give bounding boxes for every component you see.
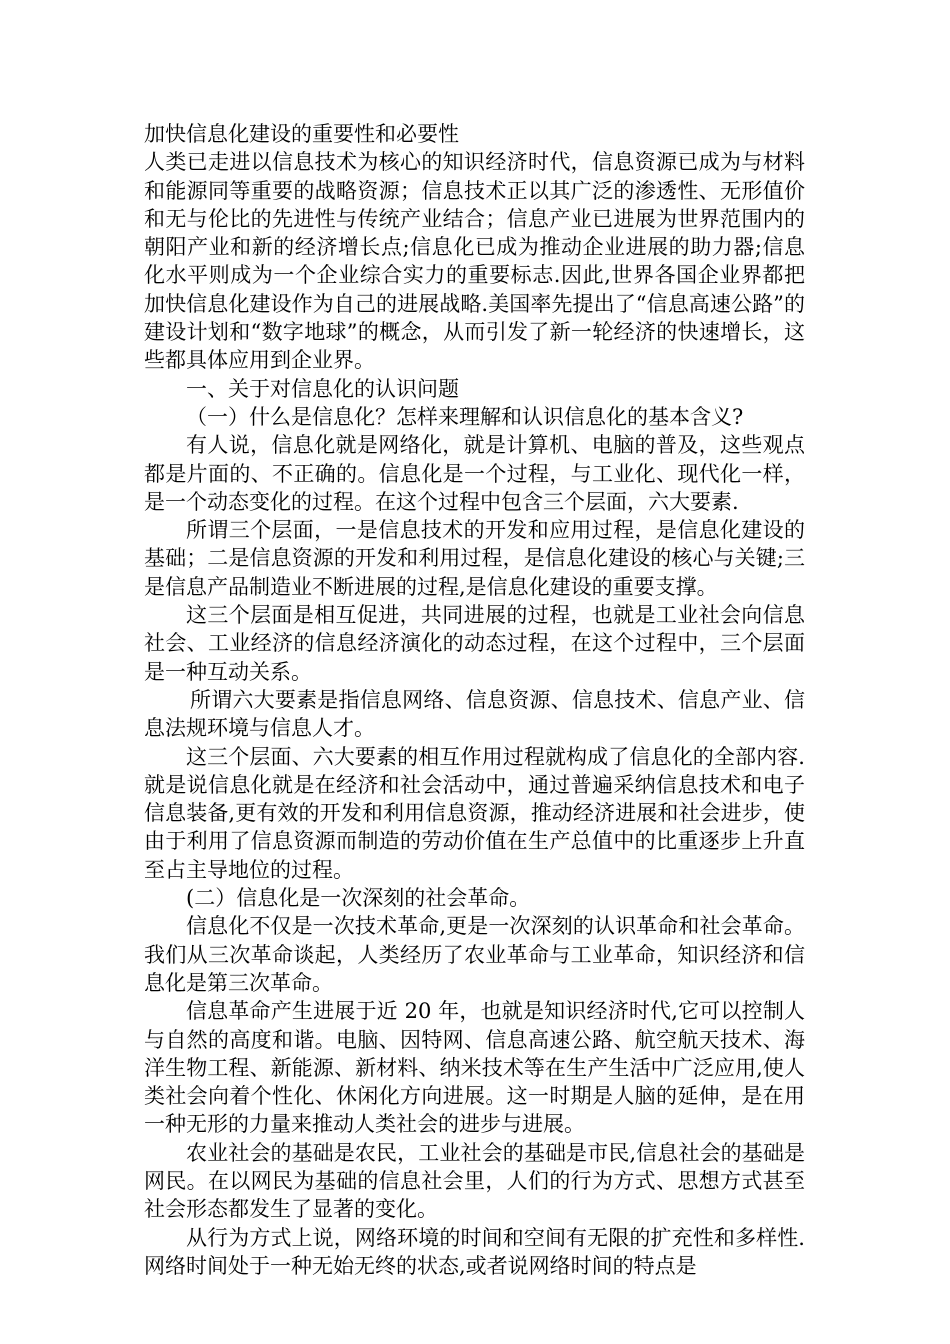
paragraph: 所谓六大要素是指信息网络、信息资源、信息技术、信息产业、信息法规环境与信息人才。 (144, 687, 805, 741)
paragraph-intro: 人类已走进以信息技术为核心的知识经济时代，信息资源已成为与材料和能源同等重要的战略资源；信息技术正以其广泛的渗透性、无形值价和无与伦比的先进性与传统产业结合；信息产业已进展为世界范围内的朝阳产业和新的经济增长点;信息化已成为推动企业进展的助力器;信息化水平则成为一个企业综合实力的重要标志.因此,世界各国企业界都把加快信息化建设作为自己的进展战略.美国率先提出了“信息高速公路”的建设计划和“数字地球”的概念，从而引发了新一轮经济的快速增长，这些都具体应用到企业界。 (144, 150, 805, 373)
section-heading-1: 一、关于对信息化的认识问题 (186, 376, 459, 401)
subsection-heading-1: （一）什么是信息化？怎样来理解和认识信息化的基本含义? (186, 404, 744, 429)
paragraph: 所谓三个层面，一是信息技术的开发和应用过程，是信息化建设的基础；二是信息资源的开发和利用过程，是信息化建设的核心与关键;三是信息产品制造业不断进展的过程,是信息化建设的重要支撑。 (144, 518, 805, 599)
document-page (144, 120, 805, 1280)
paragraph: 有人说，信息化就是网络化，就是计算机、电脑的普及，这些观点都是片面的、不正确的。信息化是一个过程，与工业化、现代化一样，是一个动态变化的过程。在这个过程中包含三个层面，六大要素. (144, 433, 805, 514)
document-title: 加快信息化建设的重要性和必要性 (144, 122, 459, 146)
subsection-heading-2: (二）信息化是一次深刻的社会革命。 (186, 886, 531, 911)
paragraph: 这三个层面是相互促进，共同进展的过程，也就是工业社会向信息社会、工业经济的信息经济演化的动态过程，在这个过程中，三个层面是一种互动关系。 (144, 603, 805, 684)
paragraph: 信息化不仅是一次技术革命,更是一次深刻的认识革命和社会革命。我们从三次革命谈起，人类经历了农业革命与工业革命，知识经济和信息化是第三次革命。 (144, 914, 805, 995)
paragraph: 信息革命产生进展于近 20 年，也就是知识经济时代,它可以控制人与自然的高度和谐。电脑、因特网、信息高速公路、航空航天技术、海洋生物工程、新能源、新材料、纳米技术等在生产生活中广泛应用,使人类社会向着个性化、休闲化方向进展。这一时期是人脑的延伸，是在用一种无形的力量来推动人类社会的进步与进展。 (144, 999, 805, 1137)
paragraph: 这三个层面、六大要素的相互作用过程就构成了信息化的全部内容.就是说信息化就是在经济和社会活动中，通过普遍采纳信息技术和电子信息装备,更有效的开发和利用信息资源，推动经济进展和社会进步，使由于利用了信息资源而制造的劳动价值在生产总值中的比重逐步上升直至占主导地位的过程。 (144, 744, 805, 882)
paragraph: 从行为方式上说，网络环境的时间和空间有无限的扩充性和多样性.网络时间处于一种无始无终的状态,或者说网络时间的特点是 (144, 1225, 805, 1278)
paragraph: 农业社会的基础是农民，工业社会的基础是市民,信息社会的基础是网民。在以网民为基础的信息社会里，人们的行为方式、思想方式甚至社会形态都发生了显著的变化。 (144, 1140, 805, 1222)
